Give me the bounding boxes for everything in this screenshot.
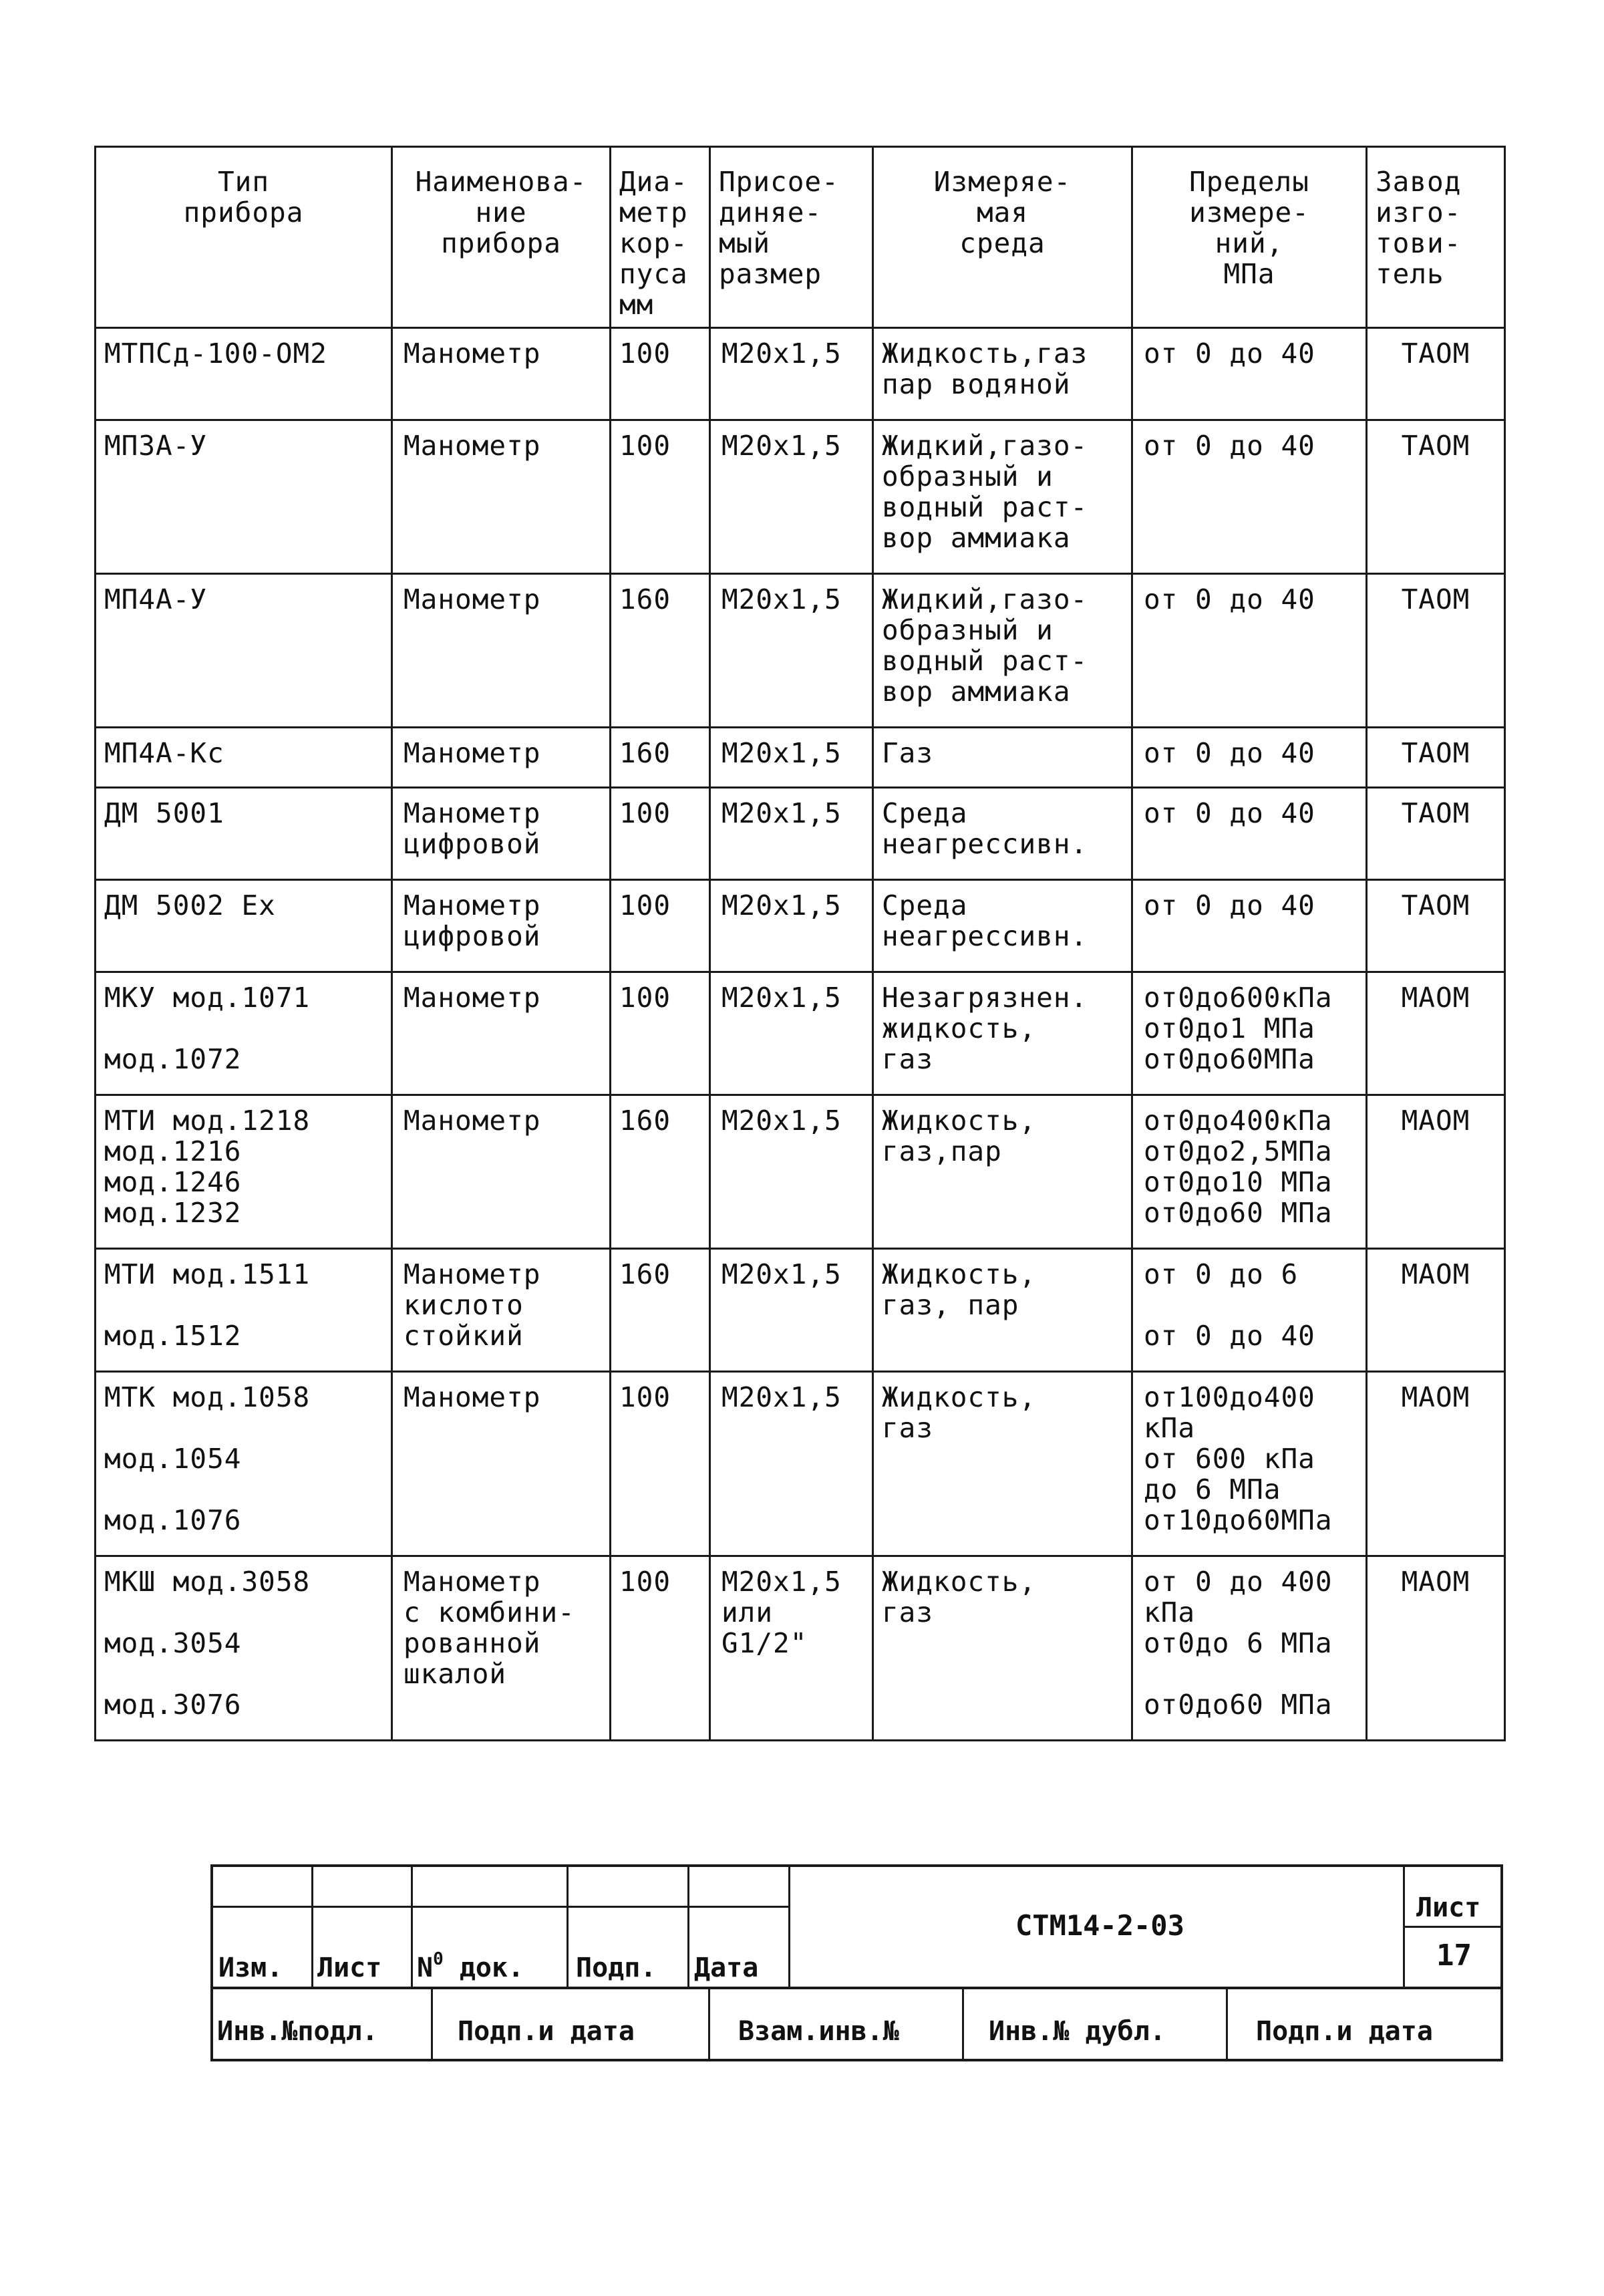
cell-medium: Среда неагрессивн.	[873, 788, 1132, 880]
cell-range: от 0 до 6 от 0 до 40	[1132, 1249, 1367, 1372]
cell-type: МКУ мод.1071 мод.1072	[96, 972, 392, 1095]
cell-connection: М20х1,5	[710, 788, 873, 880]
cell-name: Манометр цифровой	[392, 788, 611, 880]
cell-diameter: 100	[611, 788, 710, 880]
cell-medium: Жидкий,газо- образный и водный раст- вор аммиака	[873, 420, 1132, 574]
cell-connection: М20х1,5	[710, 972, 873, 1095]
cell-medium: Незагрязнен. жидкость, газ	[873, 972, 1132, 1095]
doc-number-label: $N^0$ док.	[417, 1949, 524, 1983]
cell-diameter: 160	[611, 728, 710, 788]
cell-name: Манометр	[392, 972, 611, 1095]
header-range: Пределы измере- ний, МПа	[1132, 147, 1367, 328]
cell-maker: МАОМ	[1367, 1249, 1505, 1372]
podp-data-label-2: Подп.и дата	[1256, 2016, 1433, 2047]
cell-type: МТИ мод.1511 мод.1512	[96, 1249, 392, 1372]
cell-range: от 0 до 40	[1132, 420, 1367, 574]
cell-type: МКШ мод.3058 мод.3054 мод.3076	[96, 1556, 392, 1741]
table-row	[96, 574, 1505, 728]
cell-name: Манометр	[392, 420, 611, 574]
header-diameter: Диа- метр кор- пуса мм	[611, 147, 710, 328]
cell-range: от0до600кПа от0до1 МПа от0до60МПа	[1132, 972, 1367, 1095]
cell-connection: М20х1,5	[710, 574, 873, 728]
izm-label: Изм.	[218, 1953, 283, 1983]
cell-name: Манометр цифровой	[392, 880, 611, 972]
cell-maker: МАОМ	[1367, 1095, 1505, 1249]
cell-medium: Газ	[873, 728, 1132, 788]
cell-medium: Жидкость, газ	[873, 1372, 1132, 1556]
cell-type: МП3А-У	[96, 420, 392, 574]
cell-type: МТПСд-100-ОМ2	[96, 328, 392, 420]
instrument-table	[94, 146, 1506, 1741]
header-connection: Присое- диняе- мый размер	[710, 147, 873, 328]
cell-name: Манометр с комбини- рованной шкалой	[392, 1556, 611, 1741]
table-row	[96, 1095, 1505, 1249]
cell-type: ДМ 5002 Ех	[96, 880, 392, 972]
cell-maker: МАОМ	[1367, 1372, 1505, 1556]
cell-name: Манометр	[392, 1372, 611, 1556]
cell-diameter: 100	[611, 972, 710, 1095]
inv-podl-label: Инв.№подл.	[217, 2016, 378, 2047]
document-code: СТМ14-2-03	[1015, 1909, 1184, 1942]
cell-name: Манометр	[392, 728, 611, 788]
cell-medium: Жидкость, газ,пар	[873, 1095, 1132, 1249]
table-row	[96, 880, 1505, 972]
date-label: Дата	[694, 1953, 759, 1983]
cell-connection: М20х1,5	[710, 728, 873, 788]
cell-range: от 0 до 40	[1132, 328, 1367, 420]
header-medium: Измеряе- мая среда	[873, 147, 1132, 328]
table-header	[96, 147, 1505, 328]
cell-maker: ТАОМ	[1367, 880, 1505, 972]
table-row	[96, 328, 1505, 420]
cell-connection: М20х1,5	[710, 328, 873, 420]
cell-range: от 0 до 40	[1132, 788, 1367, 880]
cell-diameter: 100	[611, 1372, 710, 1556]
cell-medium: Жидкость, газ, пар	[873, 1249, 1132, 1372]
cell-maker: МАОМ	[1367, 972, 1505, 1095]
cell-medium: Жидкий,газо- образный и водный раст- вор аммиака	[873, 574, 1132, 728]
cell-name: Манометр	[392, 328, 611, 420]
header-maker: Завод изго- тови- тель	[1367, 147, 1505, 328]
cell-type: МП4А-Кс	[96, 728, 392, 788]
cell-diameter: 160	[611, 1249, 710, 1372]
sheet-label: Лист	[1416, 1892, 1481, 1923]
cell-connection: М20х1,5	[710, 1249, 873, 1372]
cell-range: от0до400кПа от0до2,5МПа от0до10 МПа от0до60 МПа	[1132, 1095, 1367, 1249]
cell-diameter: 160	[611, 574, 710, 728]
table-row	[96, 1556, 1505, 1741]
cell-range: от 0 до 40	[1132, 728, 1367, 788]
cell-maker: МАОМ	[1367, 1556, 1505, 1741]
cell-range: от 0 до 40	[1132, 574, 1367, 728]
cell-name: Манометр	[392, 1095, 611, 1249]
cell-diameter: 160	[611, 1095, 710, 1249]
sheet-number: 17	[1436, 1939, 1472, 1973]
cell-connection: М20х1,5	[710, 1095, 873, 1249]
cell-connection: М20х1,5	[710, 880, 873, 972]
cell-medium: Жидкость,газ пар водяной	[873, 328, 1132, 420]
cell-connection: М20х1,5 или G1/2"	[710, 1556, 873, 1741]
table-row	[96, 1372, 1505, 1556]
cell-diameter: 100	[611, 880, 710, 972]
header-name: Наименова- ние прибора	[392, 147, 611, 328]
signature-label: Подп.	[576, 1953, 657, 1983]
table-row	[96, 972, 1505, 1095]
cell-medium: Жидкость, газ	[873, 1556, 1132, 1741]
cell-name: Манометр кислото стойкий	[392, 1249, 611, 1372]
cell-type: МП4А-У	[96, 574, 392, 728]
cell-maker: ТАОМ	[1367, 420, 1505, 574]
cell-type: МТИ мод.1218 мод.1216 мод.1246 мод.1232	[96, 1095, 392, 1249]
cell-connection: М20х1,5	[710, 1372, 873, 1556]
cell-diameter: 100	[611, 328, 710, 420]
cell-range: от100до400 кПа от 600 кПа до 6 МПа от10до60МПа	[1132, 1372, 1367, 1556]
header-type: Тип прибора	[96, 147, 392, 328]
cell-maker: ТАОМ	[1367, 574, 1505, 728]
cell-range: от 0 до 400 кПа от0до 6 МПа от0до60 МПа	[1132, 1556, 1367, 1741]
table-row	[96, 728, 1505, 788]
table-body	[96, 328, 1505, 1741]
list-label: Лист	[317, 1953, 382, 1983]
title-block	[210, 1864, 1503, 2061]
cell-medium: Среда неагрессивн.	[873, 880, 1132, 972]
table-row	[96, 788, 1505, 880]
cell-range: от 0 до 40	[1132, 880, 1367, 972]
table-row	[96, 420, 1505, 574]
vzam-inv-label: Взам.инв.№	[738, 2016, 899, 2047]
cell-diameter: 100	[611, 1556, 710, 1741]
cell-maker: ТАОМ	[1367, 328, 1505, 420]
cell-type: ДМ 5001	[96, 788, 392, 880]
cell-name: Манометр	[392, 574, 611, 728]
podp-data-label-1: Подп.и дата	[458, 2016, 635, 2047]
table-row	[96, 1249, 1505, 1372]
cell-type: МТК мод.1058 мод.1054 мод.1076	[96, 1372, 392, 1556]
cell-connection: М20х1,5	[710, 420, 873, 574]
cell-diameter: 100	[611, 420, 710, 574]
cell-maker: ТАОМ	[1367, 728, 1505, 788]
cell-maker: ТАОМ	[1367, 788, 1505, 880]
inv-dubl-label: Инв.№ дубл.	[989, 2016, 1166, 2047]
